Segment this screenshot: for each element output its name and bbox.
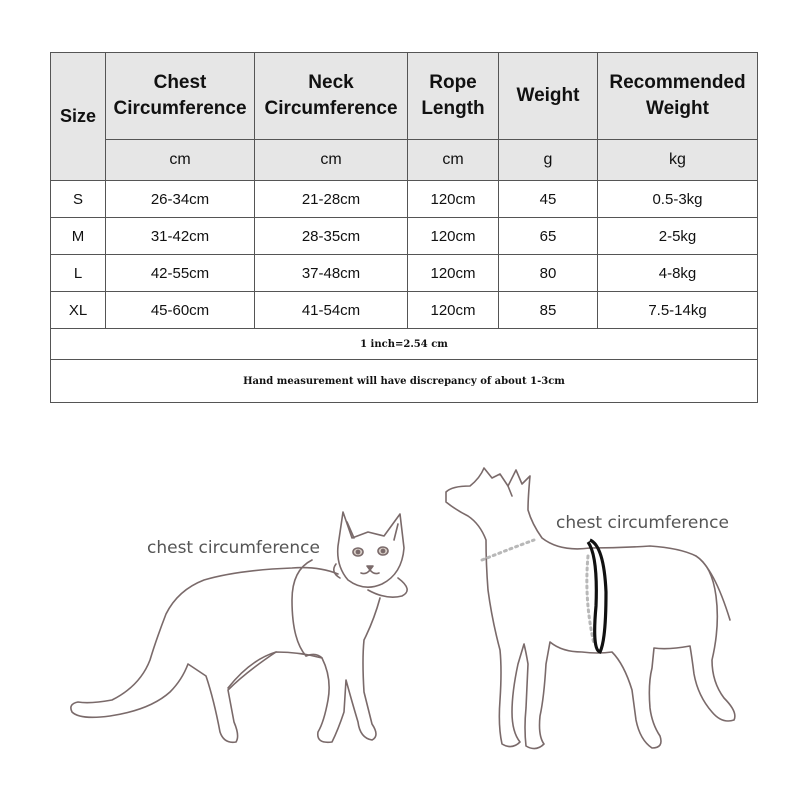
weight-cell: 45	[499, 181, 598, 218]
chest-cell: 26-34cm	[106, 181, 255, 218]
cat-chest-caption: chest circumference	[147, 538, 320, 558]
dog-chest-caption: chest circumference	[556, 513, 729, 533]
header-neck-circumference: Neck Circumference	[255, 53, 408, 140]
neck-cell: 41-54cm	[255, 292, 408, 329]
header-rope-length: Rope Length	[408, 53, 499, 140]
unit-neck: cm	[255, 140, 408, 181]
size-chart-table	[50, 52, 758, 403]
rope-cell: 120cm	[408, 292, 499, 329]
size-cell: L	[51, 255, 106, 292]
weight-cell: 80	[499, 255, 598, 292]
table-row	[51, 292, 758, 329]
unit-weight: g	[499, 140, 598, 181]
neck-cell: 37-48cm	[255, 255, 408, 292]
neck-cell: 28-35cm	[255, 218, 408, 255]
recommended-cell: 2-5kg	[598, 218, 758, 255]
dog-outline-drawing	[446, 468, 735, 749]
unit-chest: cm	[106, 140, 255, 181]
chest-cell: 45-60cm	[106, 292, 255, 329]
size-cell: M	[51, 218, 106, 255]
rope-cell: 120cm	[408, 218, 499, 255]
recommended-cell: 7.5-14kg	[598, 292, 758, 329]
weight-cell: 65	[499, 218, 598, 255]
pet-measurement-illustration	[0, 405, 800, 800]
chest-cell: 31-42cm	[106, 218, 255, 255]
rope-cell: 120cm	[408, 181, 499, 218]
weight-cell: 85	[499, 292, 598, 329]
header-weight: Weight	[499, 53, 598, 140]
recommended-cell: 0.5-3kg	[598, 181, 758, 218]
unit-rope: cm	[408, 140, 499, 181]
header-recommended-weight: Recommended Weight	[598, 53, 758, 140]
header-chest-circumference: Chest Circumference	[106, 53, 255, 140]
inch-conversion-note: 1 inch=2.54 cm	[51, 329, 758, 360]
size-cell: XL	[51, 292, 106, 329]
header-size: Size	[51, 53, 106, 181]
measurement-discrepancy-note: Hand measurement will have discrepancy of about 1-3cm	[51, 360, 758, 403]
table-row	[51, 181, 758, 218]
table-row	[51, 255, 758, 292]
chest-cell: 42-55cm	[106, 255, 255, 292]
rope-cell: 120cm	[408, 255, 499, 292]
table-row	[51, 218, 758, 255]
neck-cell: 21-28cm	[255, 181, 408, 218]
size-cell: S	[51, 181, 106, 218]
unit-recommended: kg	[598, 140, 758, 181]
recommended-cell: 4-8kg	[598, 255, 758, 292]
